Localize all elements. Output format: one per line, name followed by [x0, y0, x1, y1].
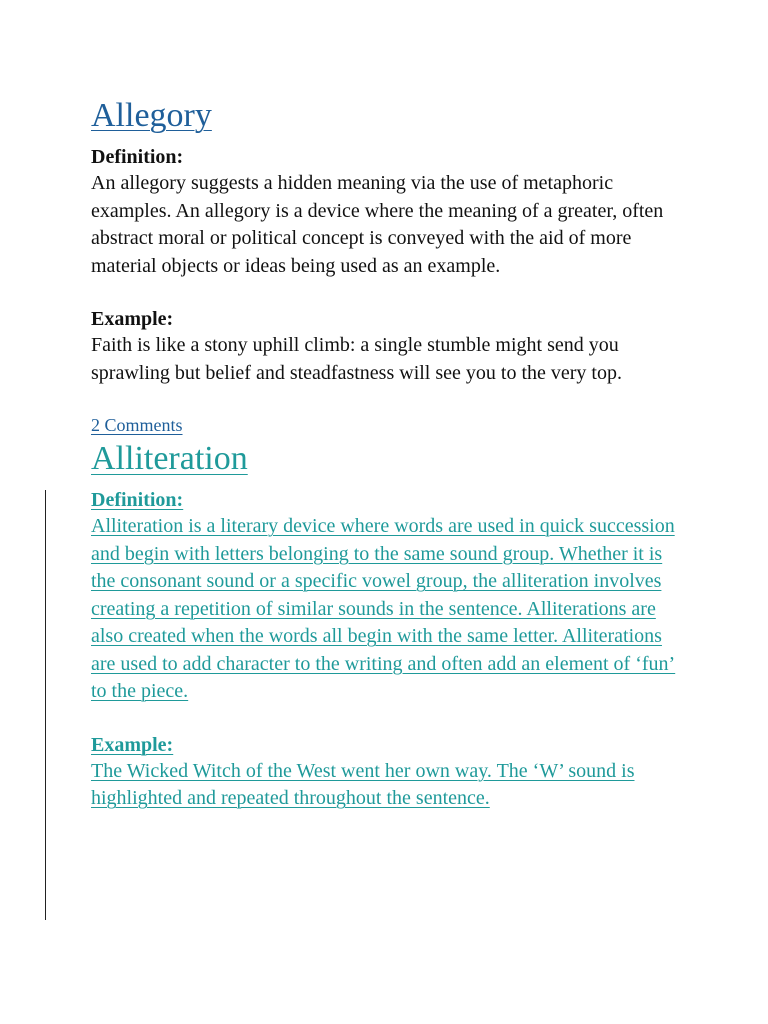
spacer: [91, 387, 691, 413]
margin-line: [45, 490, 46, 920]
alliteration-example-label[interactable]: Example:: [91, 733, 174, 756]
spacer: [91, 280, 691, 306]
alliteration-example-text[interactable]: The Wicked Witch of the West went her own way. The ‘W’ sound is highlighted and repeated throughout the sentence.: [91, 759, 635, 809]
allegory-definition-text: An allegory suggests a hidden meaning via the use of metaphoric examples. An allegory is a device where the meaning of a greater, often abstract moral or political concept is conveyed with the aid of more material objects or ideas being used as an example.: [91, 172, 664, 277]
comments-link[interactable]: 2 Comments: [91, 415, 183, 435]
alliteration-definition-text[interactable]: Alliteration is a literary device where words are used in quick succession and begin with letters belonging to the same sound group. Whether it is the consonant sound or a specific vowel group, the alliteration involves creating a repetition of similar sounds in the sentence. Alliterations are also created when the words all begin with the same letter. Alliterations are used to add character to the writing and often add an element of ‘fun’ to the piece.: [91, 515, 676, 702]
spacer: [91, 706, 691, 732]
allegory-title-link[interactable]: Allegory: [91, 97, 212, 134]
allegory-definition-label: Definition:: [91, 146, 184, 168]
alliteration-title-link[interactable]: Alliteration: [91, 440, 248, 477]
allegory-example-text: Faith is like a stony uphill climb: a single stumble might send you sprawling but belief and steadfastness will see you to the very top.: [91, 334, 622, 384]
document-content: [91, 96, 691, 813]
allegory-example-label: Example:: [91, 308, 174, 330]
alliteration-definition-label[interactable]: Definition:: [91, 489, 184, 511]
